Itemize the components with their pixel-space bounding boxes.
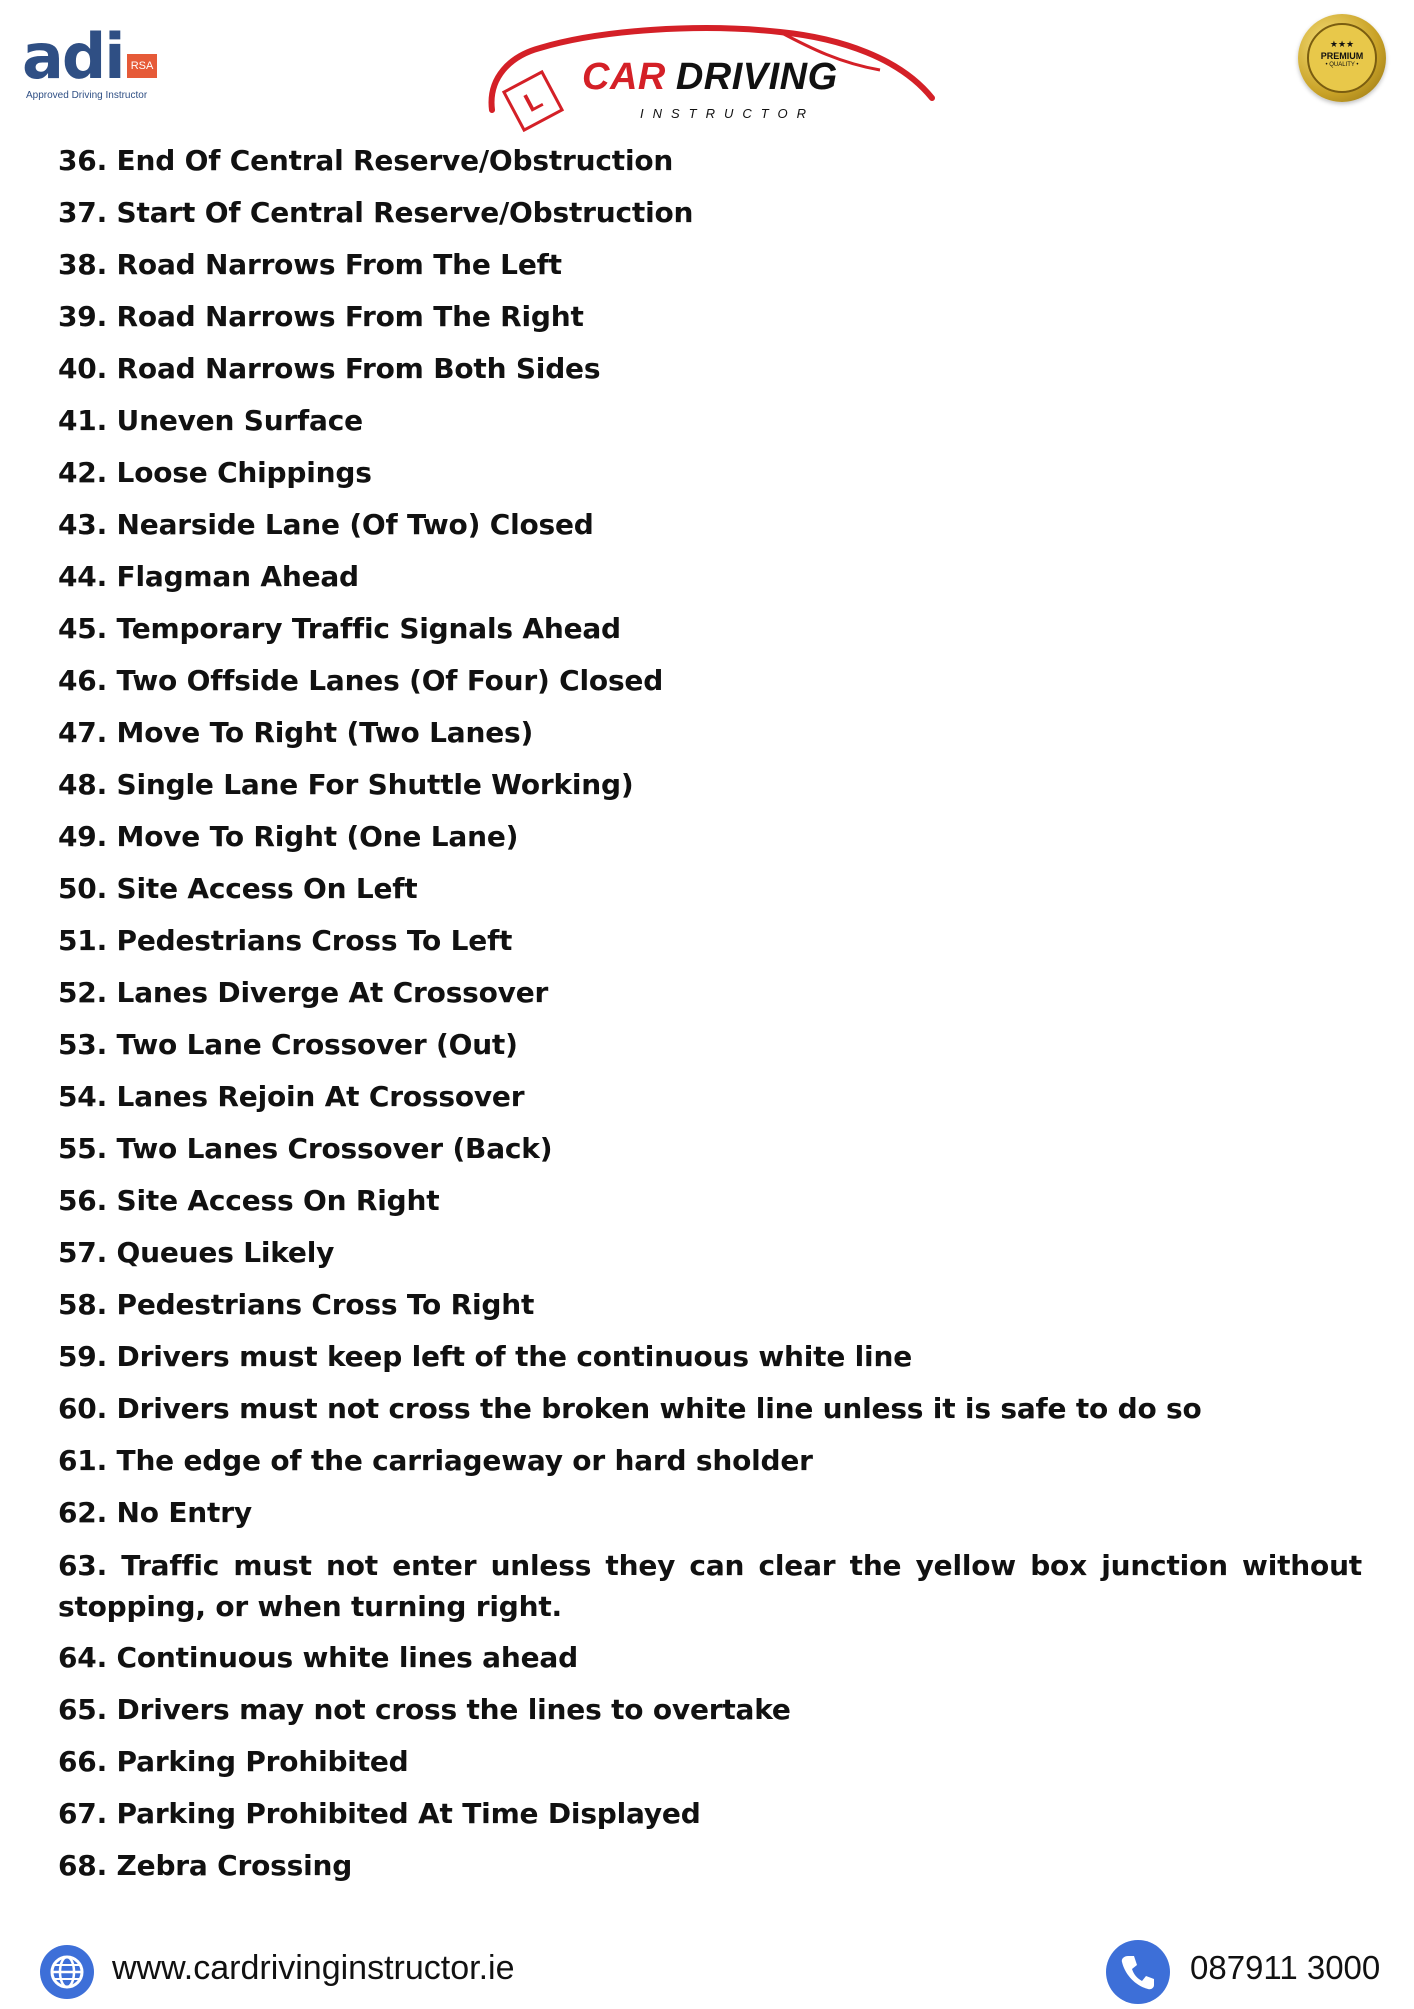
list-item: 63. Traffic must not enter unless they can clear the yellow box junction without stopping, or when turning right. — [58, 1549, 1362, 1623]
list-item: 41. Uneven Surface — [58, 404, 363, 437]
list-item: 68. Zebra Crossing — [58, 1849, 353, 1882]
list-item: 55. Two Lanes Crossover (Back) — [58, 1132, 553, 1165]
list-item: 53. Two Lane Crossover (Out) — [58, 1028, 518, 1061]
list-item: 50. Site Access On Left — [58, 872, 418, 905]
rsa-badge: RSA — [127, 54, 157, 78]
list-item: 49. Move To Right (One Lane) — [58, 820, 519, 853]
list-item: 67. Parking Prohibited At Time Displayed — [58, 1797, 701, 1830]
premium-badge-inner — [1307, 23, 1377, 93]
page-header — [0, 0, 1414, 140]
premium-stars: ★★★ — [1329, 39, 1355, 49]
globe-icon[interactable] — [40, 1945, 94, 1999]
car-driving-instructor-logo — [480, 18, 940, 133]
premium-word: PREMIUM — [1320, 51, 1364, 61]
adi-logo-caption: Approved Driving Instructor — [26, 90, 148, 101]
list-item: 52. Lanes Diverge At Crossover — [58, 976, 549, 1009]
list-item: 42. Loose Chippings — [58, 456, 372, 489]
premium-quality-badge-icon — [1298, 14, 1386, 102]
list-item: 57. Queues Likely — [58, 1236, 335, 1269]
website-link[interactable]: www.cardrivinginstructor.ie — [112, 1949, 515, 1987]
phone-number[interactable]: 087911 3000 — [1190, 1949, 1381, 1986]
adi-logo — [22, 20, 182, 104]
list-item: 61. The edge of the carriageway or hard sholder — [58, 1444, 813, 1477]
brand-subtitle: INSTRUCTOR — [640, 106, 815, 121]
list-item: 64. Continuous white lines ahead — [58, 1641, 578, 1674]
list-item: 65. Drivers may not cross the lines to overtake — [58, 1693, 791, 1726]
list-item: 45. Temporary Traffic Signals Ahead — [58, 612, 621, 645]
l-plate-icon: L — [502, 70, 564, 132]
list-item: 43. Nearside Lane (Of Two) Closed — [58, 508, 594, 541]
phone-icon-glyph — [1106, 1940, 1170, 2004]
list-item: 54. Lanes Rejoin At Crossover — [58, 1080, 525, 1113]
brand-title — [582, 56, 838, 99]
premium-quality-text: • QUALITY • — [1325, 62, 1359, 68]
list-item: 48. Single Lane For Shuttle Working) — [58, 768, 634, 801]
list-item: 66. Parking Prohibited — [58, 1745, 409, 1778]
list-item: 56. Site Access On Right — [58, 1184, 440, 1217]
list-item: 37. Start Of Central Reserve/Obstruction — [58, 196, 694, 229]
list-item: 58. Pedestrians Cross To Right — [58, 1288, 535, 1321]
list-item: 46. Two Offside Lanes (Of Four) Closed — [58, 664, 664, 697]
list-item: 44. Flagman Ahead — [58, 560, 359, 593]
list-item: 36. End Of Central Reserve/Obstruction — [58, 144, 674, 177]
list-item: 59. Drivers must keep left of the continuous white line — [58, 1340, 912, 1373]
phone-icon[interactable] — [1106, 1940, 1170, 2004]
list-item: 51. Pedestrians Cross To Left — [58, 924, 513, 957]
list-item: 39. Road Narrows From The Right — [58, 300, 584, 333]
list-item: 47. Move To Right (Two Lanes) — [58, 716, 534, 749]
list-item: 38. Road Narrows From The Left — [58, 248, 562, 281]
road-sign-list — [58, 135, 1362, 1892]
page-footer — [0, 1935, 1414, 2000]
globe-icon-glyph — [40, 1945, 94, 1999]
brand-title-driving: DRIVING — [675, 56, 838, 98]
brand-title-car: CAR — [582, 56, 666, 98]
adi-logo-mark: adi — [22, 20, 124, 93]
list-item: 62. No Entry — [58, 1496, 252, 1529]
list-item: 40. Road Narrows From Both Sides — [58, 352, 601, 385]
list-item: 60. Drivers must not cross the broken white line unless it is safe to do so — [58, 1392, 1202, 1425]
